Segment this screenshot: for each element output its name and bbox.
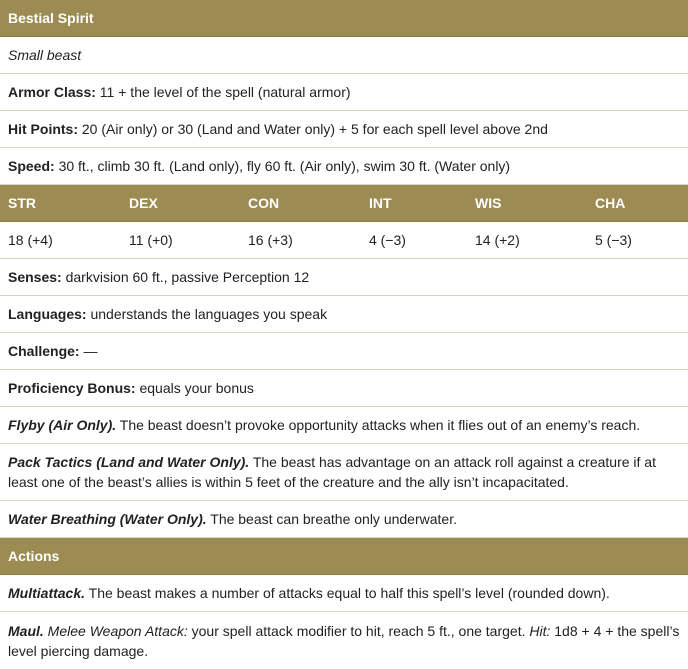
ability-header-int: INT xyxy=(369,195,392,211)
trait-water-breathing-text: The beast can breathe only underwater. xyxy=(206,511,457,527)
ability-headers-row xyxy=(0,185,688,222)
speed-value: 30 ft., climb 30 ft. (Land only), fly 60 ft. (Air only), swim 30 ft. (Water only) xyxy=(54,158,511,174)
trait-water-breathing-row xyxy=(0,501,688,538)
creature-type: Small beast xyxy=(8,47,82,63)
creature-name: Bestial Spirit xyxy=(8,10,94,26)
ability-values-row xyxy=(0,222,688,259)
trait-water-breathing-name: Water Breathing (Water Only). xyxy=(8,511,207,527)
senses-value: darkvision 60 ft., passive Perception 12 xyxy=(61,269,310,285)
languages-label: Languages: xyxy=(8,306,87,322)
hit-points-value: 20 (Air only) or 30 (Land and Water only) + 5 for each spell level above 2nd xyxy=(78,121,548,137)
armor-class-row xyxy=(0,74,688,111)
challenge-row xyxy=(0,333,688,370)
ability-value-dex: 11 (+0) xyxy=(129,232,173,248)
challenge-value: — xyxy=(79,343,98,359)
trait-flyby-text: The beast doesn’t provoke opportunity attacks when it flies out of an enemy’s reach. xyxy=(116,417,641,433)
actions-header xyxy=(0,538,688,575)
trait-pack-tactics-text: The beast has advantage on an attack roll against a creature if at least one of the beast’s allies is within 5 feet of the creature and the ally isn’t incapacitated. xyxy=(8,454,656,490)
ability-header-dex: DEX xyxy=(129,195,158,211)
speed-label: Speed: xyxy=(8,158,55,174)
proficiency-row xyxy=(0,370,688,407)
trait-flyby-name: Flyby (Air Only). xyxy=(8,417,117,433)
trait-pack-tactics-row xyxy=(0,444,688,501)
ability-value-int: 4 (−3) xyxy=(369,232,406,248)
action-multiattack-name: Multiattack. xyxy=(8,585,86,601)
action-maul-name: Maul. xyxy=(8,622,44,639)
challenge-label: Challenge: xyxy=(8,343,80,359)
armor-class-label: Armor Class: xyxy=(8,84,96,100)
armor-class-value: 11 + the level of the spell (natural armor) xyxy=(95,84,351,100)
proficiency-label: Proficiency Bonus: xyxy=(8,380,136,396)
stat-block-title xyxy=(0,0,688,37)
languages-row xyxy=(0,296,688,333)
trait-flyby-row xyxy=(0,407,688,444)
ability-header-wis: WIS xyxy=(475,195,502,211)
creature-type-row xyxy=(0,37,688,74)
ability-value-cha: 5 (−3) xyxy=(595,232,632,248)
action-maul-hit-label: Hit: xyxy=(529,622,551,639)
hit-points-row xyxy=(0,111,688,148)
senses-label: Senses: xyxy=(8,269,62,285)
actions-header-label: Actions xyxy=(8,548,60,564)
action-multiattack-text: The beast makes a number of attacks equal to half this spell’s level (rounded down). xyxy=(85,585,610,601)
action-maul-text1: your spell attack modifier to hit, reach 5 ft., one target. xyxy=(187,622,530,639)
languages-value: understands the languages you speak xyxy=(86,306,328,322)
ability-header-str: STR xyxy=(8,195,36,211)
ability-header-cha: CHA xyxy=(595,195,626,211)
proficiency-value: equals your bonus xyxy=(135,380,254,396)
action-maul-row xyxy=(0,612,688,669)
ability-value-con: 16 (+3) xyxy=(248,232,293,248)
ability-value-wis: 14 (+2) xyxy=(475,232,520,248)
action-maul-text2: 1d8 + 4 + the spell’s level piercing damage. xyxy=(8,622,680,659)
ability-header-con: CON xyxy=(248,195,280,211)
trait-pack-tactics-name: Pack Tactics (Land and Water Only). xyxy=(8,454,250,470)
action-multiattack-row xyxy=(0,575,688,612)
hit-points-label: Hit Points: xyxy=(8,121,78,137)
ability-value-str: 18 (+4) xyxy=(8,232,53,248)
senses-row xyxy=(0,259,688,296)
action-maul-attack-type: Melee Weapon Attack: xyxy=(43,622,188,639)
speed-row xyxy=(0,148,688,185)
